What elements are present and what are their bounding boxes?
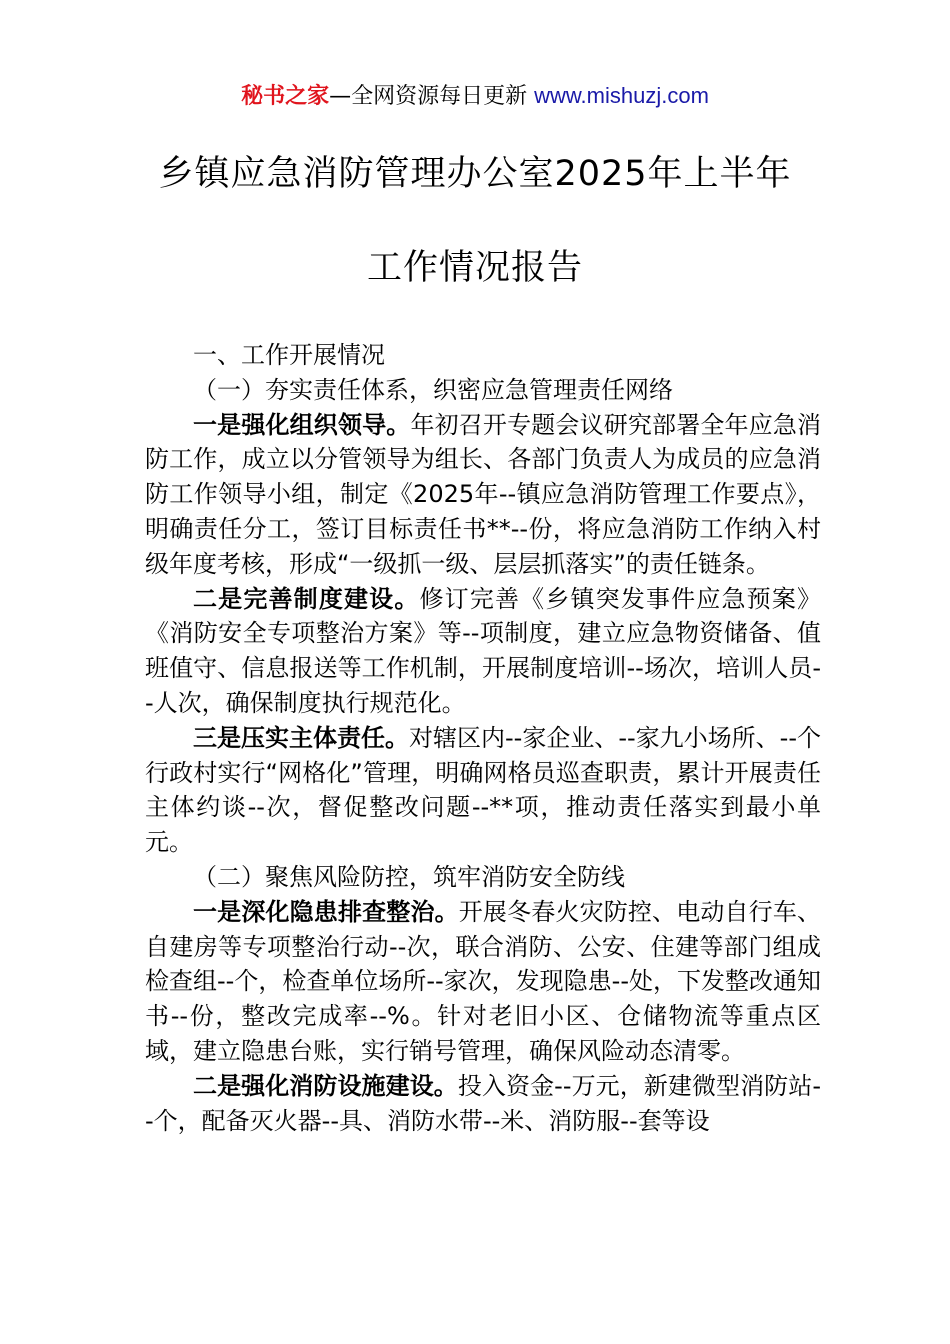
subsection-heading: （二）聚焦风险防控，筑牢消防安全防线 [193,862,625,891]
paragraph-lead: 一是强化组织领导。 [193,410,411,439]
paragraph [145,582,821,721]
site-header [0,80,950,113]
paragraph-lead: 二是完善制度建设。 [193,584,420,613]
paragraph-text: 修订完善《乡镇突发事件应急预案》《消防安全专项整治方案》等--项制度，建立应急物资储备、值班值守、信息报送等工作机制，开展制度培训--场次，培训人员--人次，确保制度执行规范化。 [145,584,821,717]
paragraph-lead: 一是深化隐患排查整治。 [193,897,459,926]
paragraph-text: 年初召开专题会议研究部署全年应急消防工作，成立以分管领导为组长、各部门负责人为成员的应急消防工作领导小组，制定《2025年--镇应急消防管理工作要点》，明确责任分工，签订目标责任书**--份，将应急消防工作纳入村级年度考核，形成“一级抓一级、层层抓落实”的责任链条。 [145,410,822,578]
document-title-line2: 工作情况报告 [366,248,583,288]
paragraph-text: 开展冬春火灾防控、电动自行车、自建房等专项整治行动--次，联合消防、公安、住建等部门组成检查组--个，检查单位场所--家次，发现隐患--处，下发整改通知书--份，整改完成率--%。针对老旧小区、仓储物流等重点区域，建立隐患台账，实行销号管理，确保风险动态清零。 [145,897,822,1065]
document-body [145,338,821,1138]
paragraph-lead: 三是压实主体责任。 [193,723,410,752]
site-url-link[interactable]: www.mishuzj.com [534,83,709,108]
paragraph [145,1069,821,1139]
site-tagline: —全网资源每日更新 [329,84,535,109]
paragraph-text: 投入资金--万元，新建微型消防站--个，配备灭火器--具、消防水带--米、消防服--套等设 [145,1071,822,1135]
section-heading: 一、工作开展情况 [193,341,385,369]
paragraph [145,721,821,860]
paragraph-text: 对辖区内--家企业、--家九小场所、--个行政村实行“网格化”管理，明确网格员巡查职责，累计开展责任主体约谈--次，督促整改问题--**项，推动责任落实到最小单元。 [145,723,821,857]
paragraph [145,408,821,582]
paragraph-lead: 二是强化消防设施建设。 [193,1071,458,1100]
subsection-heading: （一）夯实责任体系，织密应急管理责任网络 [193,375,673,404]
paragraph [145,895,821,1069]
brand-name: 秘书之家 [241,84,330,109]
document-title-line1: 乡镇应急消防管理办公室2025年上半年 [158,154,792,194]
